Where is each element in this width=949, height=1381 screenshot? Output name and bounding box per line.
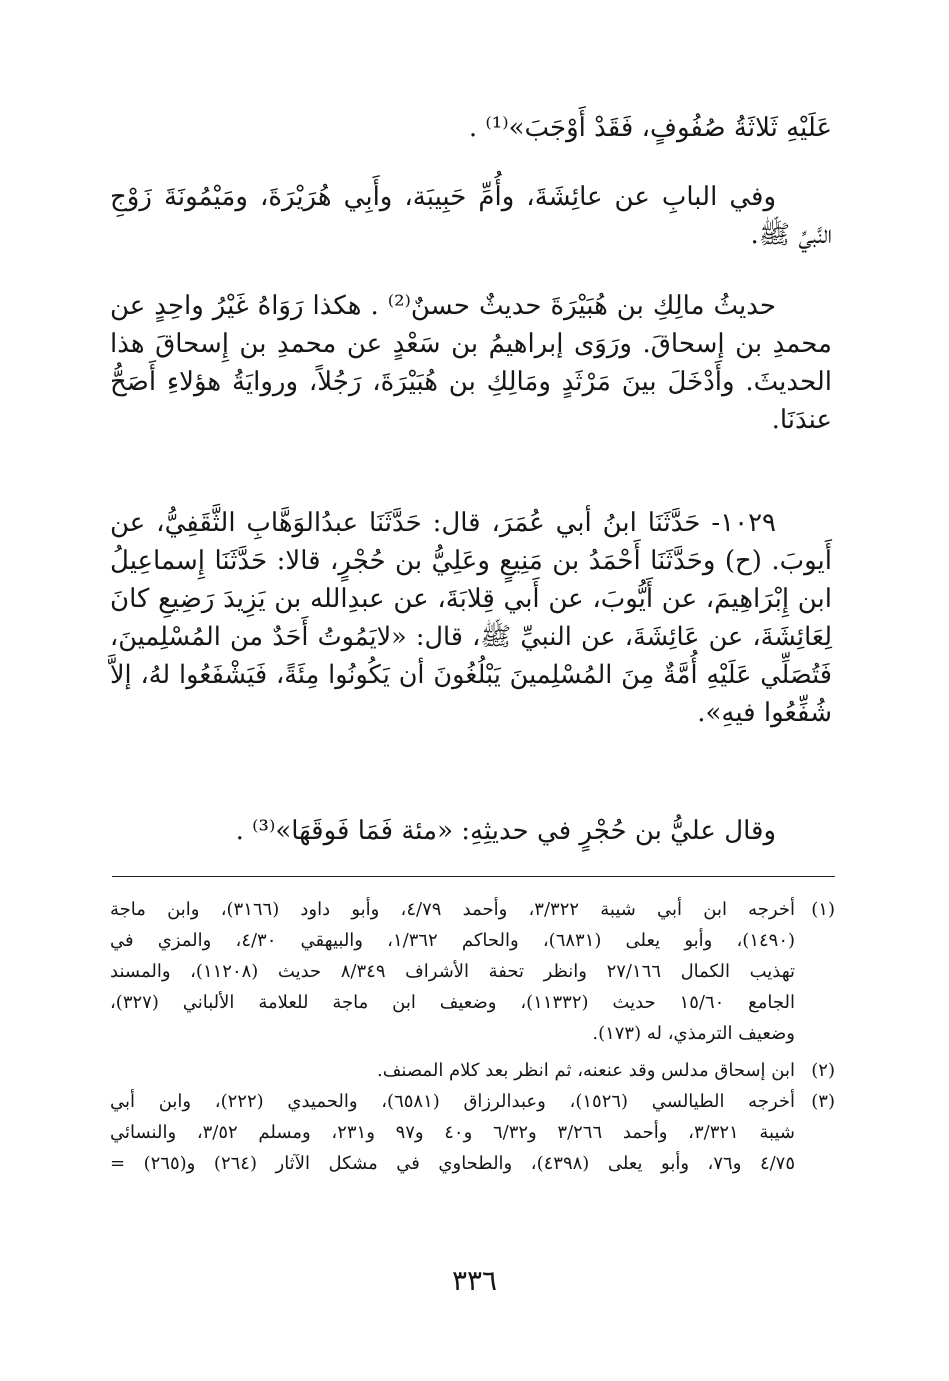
- footnote-line: (١٤٩٠)، وأبو يعلى (٦٨٣١)، والحاكم ١/٣٦٢، والبيهقي ٤/٣٠، والمزي في: [110, 930, 796, 951]
- footnote-line: أخرجه الطيالسي (١٥٢٦)، وعبدالرزاق (٦٥٨١)، والحميدي (٢٢٢)، وابن أبي: [110, 1091, 795, 1112]
- footnote-1: [110, 894, 835, 1049]
- text-line: فَتُصَلِّي عَلَيْهِ أُمَّةٌ مِنَ المُسْلِمينَ يَبْلُغُونَ أن يَكُونُوا مِئَةً، فَيَشْفَعُوا لهُ، إلاَّ: [110, 660, 832, 690]
- footnote-line: ابن إسحاق مدلس وقد عنعنه، ثم انظر بعد كلام المصنف.: [377, 1060, 795, 1081]
- footnote-line: أخرجه ابن أبي شيبة ٣/٣٢٢، وأحمد ٤/٧٩، وأبو داود (٣١٦٦)، وابن ماجة: [110, 899, 795, 920]
- text-line: عَلَيْهِ ثَلاثَةُ صُفُوفٍ، فَقَدْ أَوْجَبَ»⁽¹⁾ .: [468, 113, 832, 143]
- text-line: شُفِّعُوا فيهِ».: [697, 698, 832, 728]
- footnote-line: تهذيب الكمال ٢٧/١٦٦ وانظر تحفة الأشراف ٨/٣٤٩ حديث (١١٢٠٨)، والمسند: [110, 961, 796, 982]
- footnote-number: (١): [811, 899, 835, 920]
- text-line: أَيوبَ. (ح) وحَدَّثَنَا أَحْمَدُ بن مَنِيعٍ وعَلِيُّ بن حُجْرٍ، قالا: حَدَّثَنَا إِسماعِيلُ: [110, 546, 832, 576]
- footnote-line: وضعيف الترمذي، له (١٧٣).: [592, 1023, 795, 1044]
- footnote-3: [110, 1086, 835, 1179]
- text-line: لِعَائِشَةَ، عن عَائِشَةَ، عن النبيِّ ﷺ، قال: «لايَمُوتُ أَحَدٌ من المُسْلِمينَ،: [110, 622, 832, 652]
- paragraph-hadith-1029: [110, 504, 832, 732]
- footnotes: [110, 894, 835, 1179]
- footnote-divider: [112, 876, 835, 877]
- text-line: الحديثَ. وأَدْخَلَ بينَ مَرْثَدٍ ومَالِكِ بن هُبَيْرَةَ، رَجُلاً، وروايَةُ هؤلاءِ أَصَحُّ: [110, 367, 832, 397]
- footnote-number: (٢): [811, 1060, 835, 1081]
- footnote-line: ٤/٧٥ و٧٦، وأبو يعلى (٤٣٩٨)، والطحاوي في مشكل الآثار (٢٦٤) و(٢٦٥) =: [110, 1153, 796, 1174]
- footnote-line: شيبة ٣/٣٢١، وأحمد ٣/٢٦٦ و٦/٣٢ و٤٠ و٩٧ و٢٣١، ومسلم ٣/٥٢، والنسائي: [110, 1122, 795, 1143]
- paragraph-hadith-end: [110, 109, 832, 147]
- text-line: النَّبيِّ ﷺ.: [750, 220, 832, 250]
- footnote-number: (٣): [811, 1091, 835, 1112]
- page-number: ٣٣٦: [451, 1264, 498, 1297]
- text-line: حديثُ مالِكِ بن هُبَيْرَةَ حديثٌ حسنٌ⁽²⁾ . هكذا رَوَاهُ غَيْرُ واحِدٍ عن: [110, 291, 776, 321]
- text-line: وفي البابِ عن عائِشَةَ، وأُمِّ حَبِيبَة، وأَبِي هُرَيْرَةَ، ومَيْمُونَةَ زَوْجِ: [110, 182, 776, 212]
- paragraph-related-narrations: [110, 178, 832, 254]
- text-line: محمدِ بن إسحاقَ. ورَوَى إبراهيمُ بن سَعْدٍ عن محمدِ بن إِسحاقَ هذا: [110, 329, 832, 359]
- footnote-2: [110, 1055, 835, 1086]
- paragraph-hadith-grading: [110, 287, 832, 439]
- text-line: ابن إِبْرَاهِيمَ، عن أَيُّوبَ، عن أَبي قِلابَةَ، عن عبدِالله بن يَزِيدَ رَضِيعِ كانَ: [110, 584, 832, 614]
- paragraph-ali-ibn-hujr: [110, 812, 832, 850]
- footnote-line: الجامع ١٥/٦٠ حديث (١١٣٣٢)، وضعيف ابن ماجة للعلامة الألباني (٣٢٧)،: [110, 992, 795, 1013]
- text-line: وقال عليُّ بن حُجْرٍ في حديثِهِ: «مئة فَمَا فَوقَهَا»⁽³⁾ .: [235, 816, 776, 846]
- text-line: عندَنَا.: [771, 405, 832, 435]
- text-line: ١٠٢٩- حَدَّثَنَا ابنُ أبي عُمَرَ، قال: حَدَّثَنَا عبدُالوَهَّابِ الثَّقَفِيُّ، عن: [110, 508, 776, 538]
